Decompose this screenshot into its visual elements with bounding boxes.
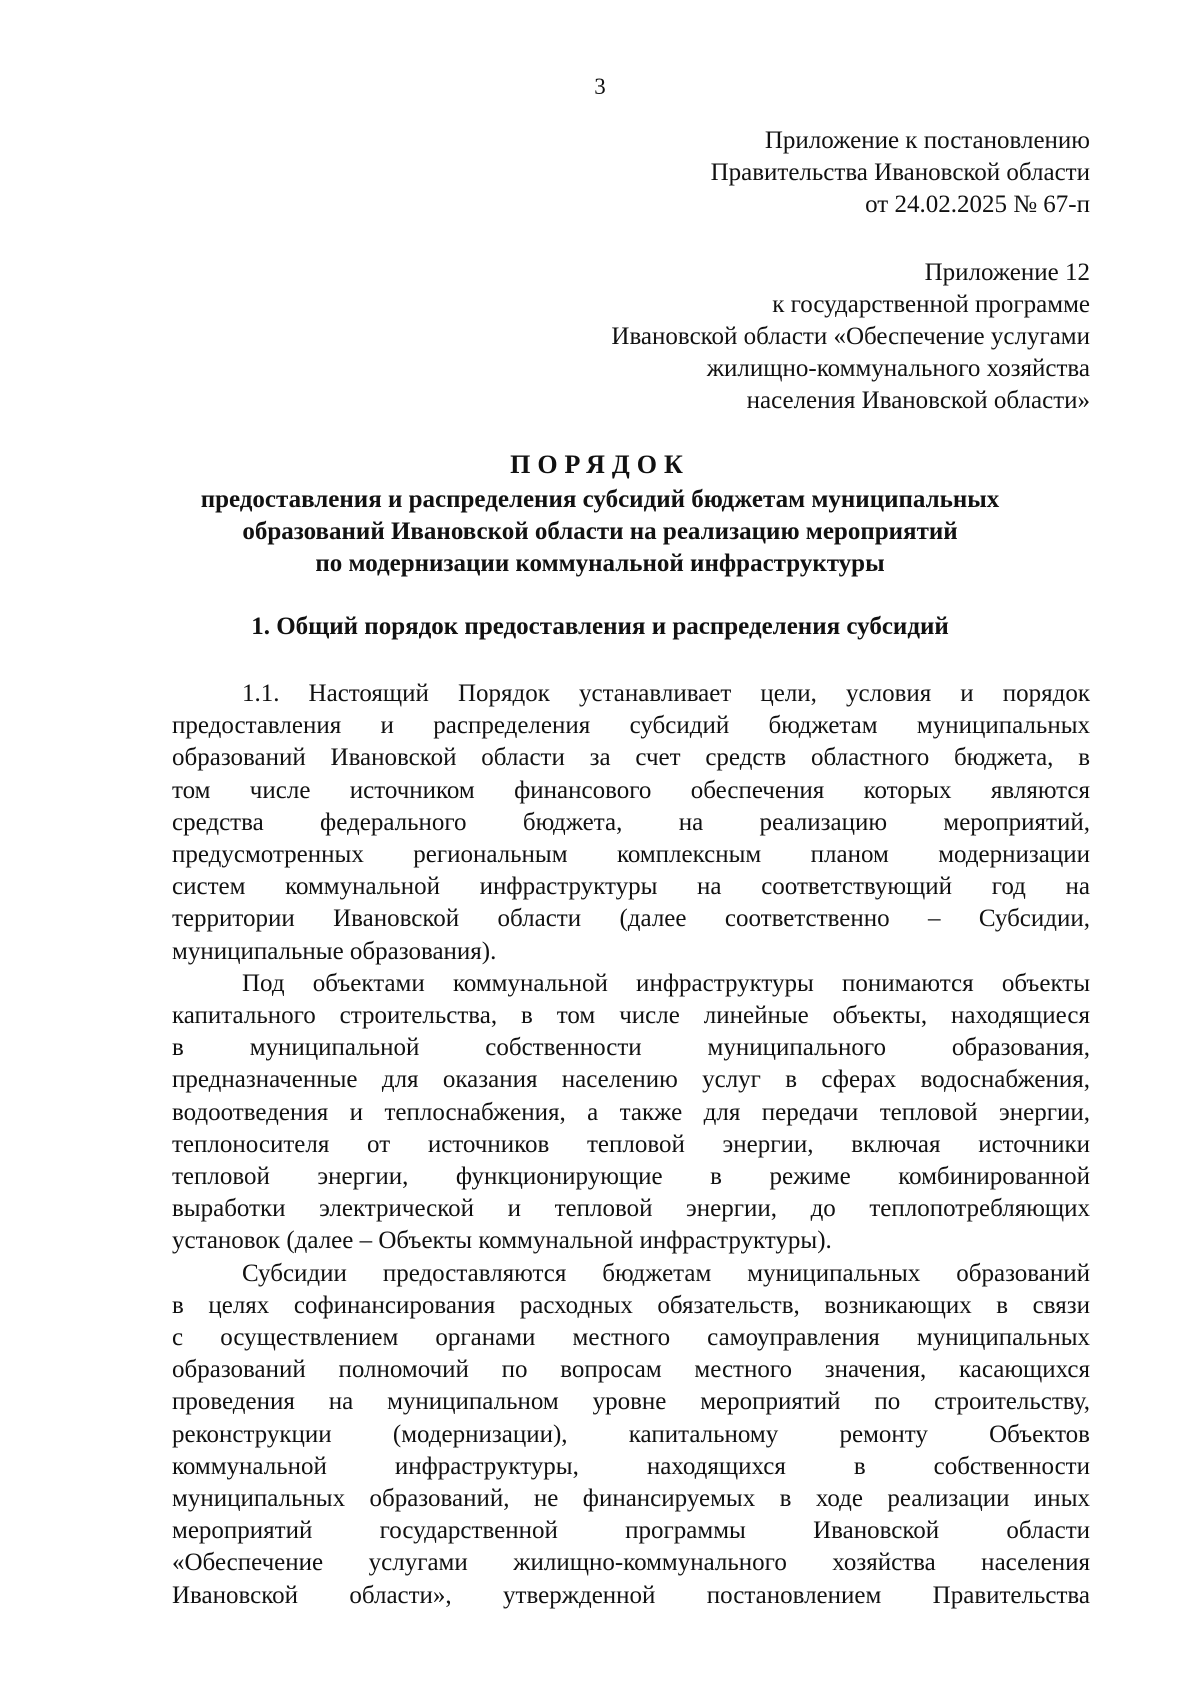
text-line: в целях софинансирования расходных обязательств, возникающих в связи: [172, 1291, 1090, 1319]
section-heading: 1. Общий порядок предоставления и распределения субсидий: [251, 613, 949, 640]
text-line: предназначенные для оказания населению услуг в сферах водоснабжения,: [172, 1066, 1090, 1094]
text-line: проведения на муниципальном уровне мероприятий по строительству,: [172, 1388, 1090, 1416]
annex-decree-line: Правительства Ивановской области: [710, 159, 1090, 186]
text-line: коммунальной инфраструктуры, находящихся в собственности: [172, 1452, 1090, 1480]
subtitle-line: по модернизации коммунальной инфраструктуры: [315, 550, 885, 577]
text-line: выработки электрической и тепловой энергии, до теплопотребляющих: [172, 1195, 1090, 1223]
annex-decree-line: от 24.02.2025 № 67-п: [865, 191, 1090, 218]
subtitle-line: образований Ивановской области на реализацию мероприятий: [242, 518, 958, 545]
text-line: предусмотренных региональным комплексным планом модернизации: [172, 841, 1090, 869]
annex-program-line: жилищно-коммунального хозяйства: [706, 355, 1090, 382]
text-line: водоотведения и теплоснабжения, а также для передачи тепловой энергии,: [172, 1098, 1090, 1126]
text-line: образований полномочий по вопросам местного значения, касающихся: [172, 1356, 1090, 1384]
annex-program-line: к государственной программе: [772, 291, 1090, 318]
text-line: «Обеспечение услугами жилищно-коммунального хозяйства населения: [172, 1549, 1090, 1577]
document-title: ПОРЯДОК: [510, 450, 690, 479]
text-line: Под объектами коммунальной инфраструктуры понимаются объекты: [242, 969, 1090, 997]
subtitle-line: предоставления и распределения субсидий бюджетам муниципальных: [200, 486, 1000, 513]
text-line: капитального строительства, в том числе линейные объекты, находящиеся: [172, 1002, 1090, 1030]
text-line: средства федерального бюджета, на реализацию мероприятий,: [172, 808, 1090, 836]
annex-program-line: Приложение 12: [924, 259, 1090, 286]
text-line: Субсидии предоставляются бюджетам муниципальных образований: [242, 1259, 1090, 1287]
annex-program-line: Ивановской области «Обеспечение услугами: [611, 323, 1090, 350]
text-line: предоставления и распределения субсидий бюджетам муниципальных: [172, 712, 1090, 740]
text-line: теплоносителя от источников тепловой энергии, включая источники: [172, 1130, 1090, 1158]
annex-program-block: [611, 257, 1090, 417]
text-line: Ивановской области», утвержденной постановлением Правительства: [172, 1581, 1090, 1609]
text-line: том числе источником финансового обеспечения которых являются: [172, 776, 1090, 804]
text-line: 1.1. Настоящий Порядок устанавливает цели, условия и порядок: [242, 680, 1090, 707]
paragraph-1: [172, 678, 1090, 968]
text-line: в муниципальной собственности муниципального образования,: [172, 1034, 1090, 1062]
page-number: 3: [594, 74, 606, 99]
text-line: образований Ивановской области за счет средств областного бюджета, в: [172, 744, 1090, 772]
document-subtitle: [0, 484, 1200, 580]
text-line: территории Ивановской области (далее соответственно – Субсидии,: [172, 905, 1090, 933]
text-line: муниципальные образования).: [172, 937, 497, 965]
text-line: тепловой энергии, функционирующие в режиме комбинированной: [172, 1163, 1090, 1191]
text-line: с осуществлением органами местного самоуправления муниципальных: [172, 1324, 1090, 1352]
text-line: установок (далее – Объекты коммунальной инфраструктуры).: [172, 1227, 832, 1255]
text-line: муниципальных образований, не финансируемых в ходе реализации иных: [172, 1485, 1090, 1513]
text-line: мероприятий государственной программы Ивановской области: [172, 1517, 1090, 1545]
annex-decree-line: Приложение к постановлению: [764, 127, 1090, 154]
text-line: реконструкции (модернизации), капитальному ремонту Объектов: [172, 1420, 1090, 1448]
document-title-block: [0, 448, 1200, 580]
paragraph-2: [172, 968, 1090, 1258]
paragraph-3: [172, 1258, 1090, 1612]
annex-program-line: населения Ивановской области»: [746, 387, 1090, 414]
body-text: [172, 678, 1090, 1612]
text-line: систем коммунальной инфраструктуры на соответствующий год на: [172, 873, 1090, 901]
annex-decree-block: [711, 125, 1090, 221]
